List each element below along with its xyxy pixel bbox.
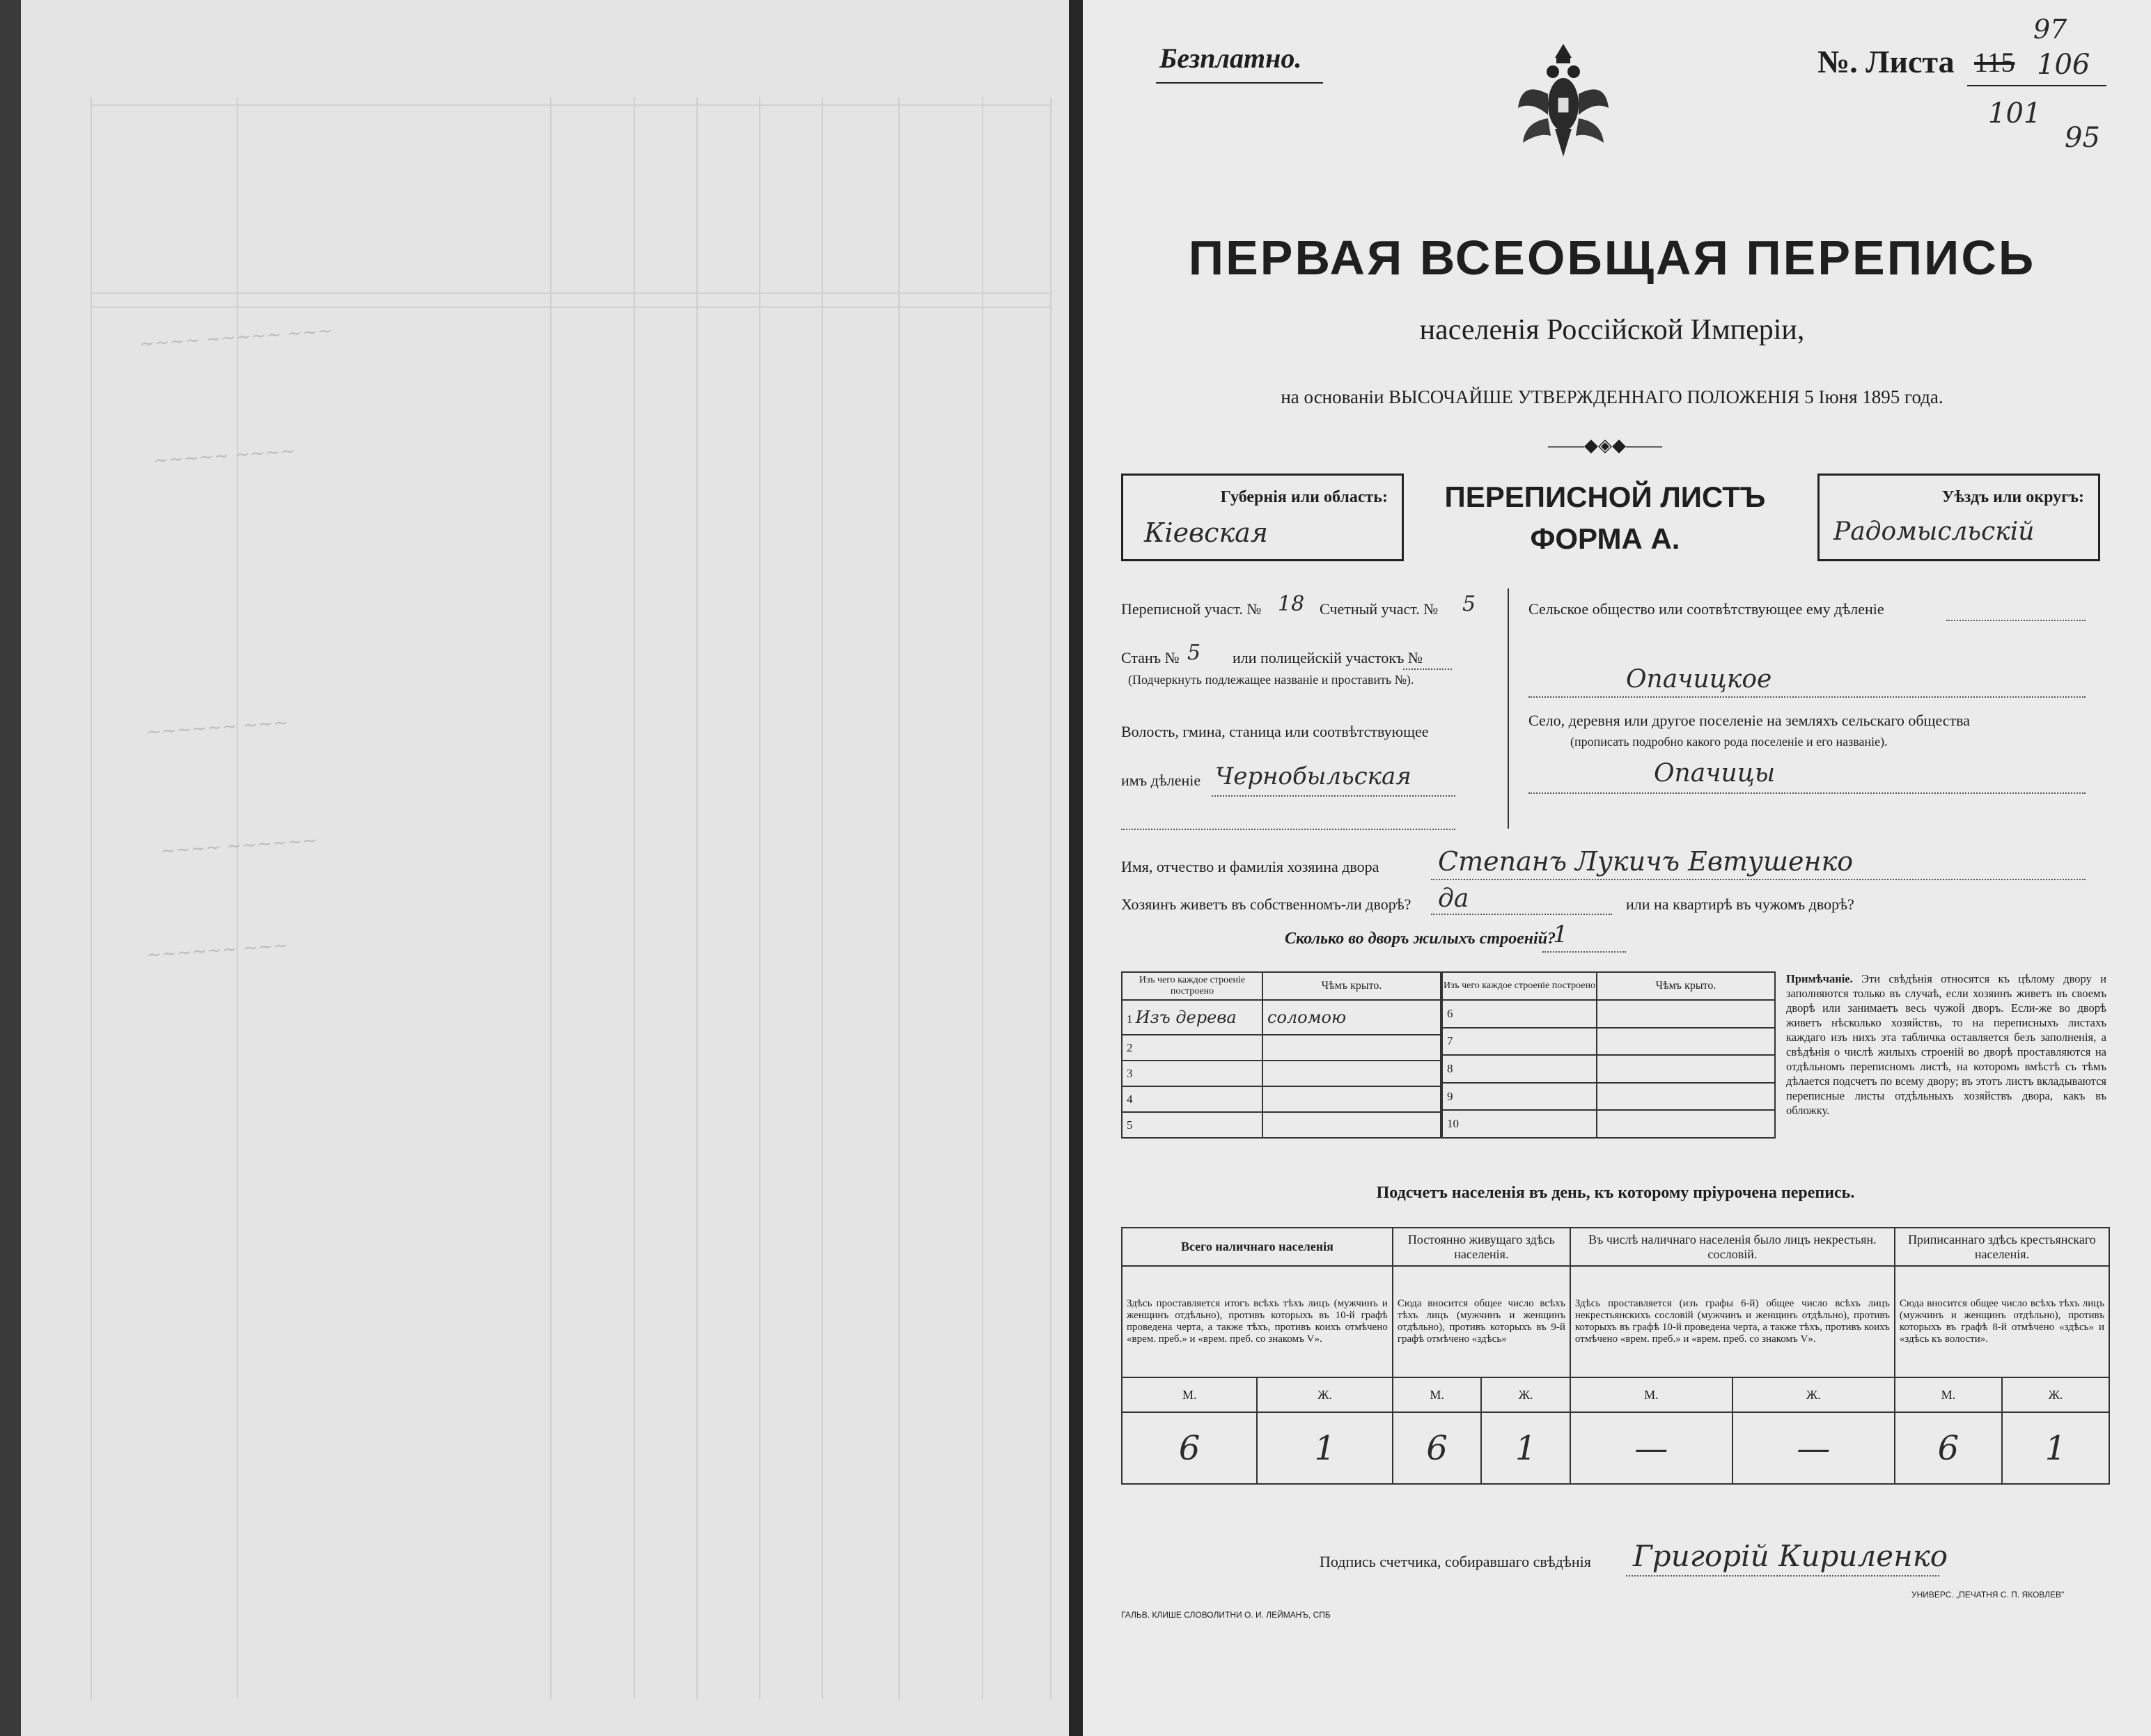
note-block [1786,971,2106,1118]
census-area-label: Переписной участ. № [1121,600,1262,618]
row-number: 1 [1127,1012,1133,1026]
police-label: или полицейскій участокъ № [1233,649,1423,666]
volost-value: Чернобыльская [1215,763,1411,790]
stan-value: 5 [1187,641,1201,665]
row-number: 4 [1122,1086,1262,1112]
row-number: 8 [1442,1055,1597,1083]
form-name: ПЕРЕПИСНОЙ ЛИСТЪ [1444,480,1766,513]
footer-imprint-left: ГАЛЬВ. КЛИШЕ СЛОВОЛИТНИ О. И. ЛЕЙМАНЪ, СПБ [1121,1610,1331,1620]
grid-line [91,104,1051,106]
grid-line [550,97,552,1699]
sheet-number-underline [1967,85,2106,86]
row-number: 10 [1442,1110,1597,1138]
grid-line [982,97,983,1699]
village-value-line [1528,792,2086,794]
table-row [1442,1110,1775,1138]
bleed-through-text: ~~~~ ~~~~~ ~~~ [139,320,334,355]
grid-line [696,97,698,1699]
female-count: — [1732,1412,1895,1484]
volost-label-2: имъ дѣленіе [1121,772,1201,789]
stan-label: Станъ № [1121,649,1180,666]
sheet-number-alt: 97 [2033,14,2067,45]
note-title: Примѣчаніе. [1786,972,1853,985]
row-number: 2 [1122,1035,1262,1061]
count-col-head: Постоянно живущаго здѣсь населенія. [1393,1228,1570,1266]
count-area-label: Счетный участ. № [1320,600,1439,618]
society-label: Сельское общество или соотвѣтствующее ему дѣленіе [1528,600,1884,618]
village-label: Село, деревня или другое поселеніе на земляхъ сельскаго общества [1528,712,1971,729]
roof-value [1262,1035,1441,1061]
buildings-label: Сколько во дворъ жилыхъ строеній? [1285,930,1556,948]
table-row [1442,1083,1775,1111]
signature-label: Подпись счетчика, собиравшаго свѣдѣнія [1320,1553,1591,1570]
population-count-table [1121,1227,2110,1485]
buildings-table-right [1441,971,1776,1139]
ornament-divider: ——◆◈◆—— [1548,435,1662,455]
col-material-header: Изъ чего каждое строеніе построено [1122,972,1262,1000]
society-value-line [1528,696,2086,698]
count-col-desc: Сюда вносится общее число всѣхъ тѣхъ лицъ (мужчинъ и женщинъ отдѣльно), противъ которыхъ въ 9-й графѣ отмѣчено «здѣсь» [1393,1266,1570,1377]
signature-value: Григорій Кириленко [1633,1539,1948,1573]
uezd-box [1817,474,2100,561]
material-value: Изъ дерева [1135,1008,1237,1028]
table-row [1122,1035,1441,1061]
grid-line [1050,97,1051,1699]
bleed-through-text: ~~~~~ ~~~~ [152,440,297,472]
buildings-table-left [1121,971,1441,1139]
table-row [1122,1000,1441,1035]
roof-value: соломою [1262,1000,1441,1035]
census-subtitle: населенія Россійской Имперіи, [1419,314,1805,346]
male-label: М. [1122,1377,1257,1412]
bleed-through-text: ~~~~~~ ~~~ [146,935,290,967]
grid-line [822,97,823,1699]
sheet-number-label: №. Листа [1817,44,1955,79]
female-label: Ж. [2002,1377,2109,1412]
owner-label: Имя, отчество и фамилія хозяина двора [1121,858,1379,875]
book-spine [1069,0,1083,1736]
form-letter: ФОРМА А. [1530,522,1680,555]
female-count: 1 [1481,1412,1570,1484]
left-page [21,0,1069,1736]
owner-value-line [1431,879,2086,880]
sheet-number-alt: 95 [2065,122,2100,154]
female-label: Ж. [1732,1377,1895,1412]
uezd-value: Радомысльскій [1833,517,2035,546]
roof-value [1262,1061,1441,1086]
buildings-value: 1 [1553,921,1568,948]
row-number: 7 [1442,1028,1597,1056]
row-number: 5 [1122,1112,1262,1138]
footer-imprint-right: УНИВЕРС. „ПЕЧАТНЯ С. П. ЯКОВЛЕВ" [1911,1590,2065,1600]
male-count: — [1570,1412,1732,1484]
sheet-number-value: 106 [2037,49,2090,81]
grid-line [91,97,92,1699]
male-label: М. [1393,1377,1482,1412]
grid-line [634,97,635,1699]
count-title: Подсчетъ населенія въ день, къ которому пріурочена перепись. [1376,1184,1855,1202]
table-row [1442,1000,1775,1028]
buildings-line [1542,951,1626,953]
col-material-header: Изъ чего каждое строеніе построено [1442,972,1597,1000]
police-value-line [1403,668,1452,670]
bleed-through-text: ~~~~ ~~~~~~ [159,830,318,862]
gubernia-label: Губернія или область: [1220,488,1388,506]
roof-value [1262,1112,1441,1138]
own-yard-value: да [1438,884,1469,913]
grid-line [91,292,1051,294]
roof-value [1262,1086,1441,1112]
male-count: 6 [1895,1412,2002,1484]
gubernia-value: Кіевская [1144,517,1268,548]
sheet-number-alt: 101 [1988,97,2042,130]
male-label: М. [1895,1377,2002,1412]
grid-line [91,306,1051,308]
census-title: ПЕРВАЯ ВСЕОБЩАЯ ПЕРЕПИСЬ [1188,230,2036,285]
society-line [1946,620,2086,621]
uezd-label: Уѣздъ или округъ: [1941,488,2084,506]
count-col-desc: Здѣсь проставляется итогъ всѣхъ тѣхъ лицъ (мужчинъ и женщинъ отдѣльно), противъ которыхъ въ 10-й графѣ проведена черта, а также тѣхъ, противъ коихъ отмѣчено «врем. преб.» и «врем. преб. со знакомъ V». [1122,1266,1393,1377]
census-basis: на основаніи ВЫСОЧАЙШЕ УТВЕРЖДЕННАГО ПОЛОЖЕНІЯ 5 Іюня 1895 года. [1281,386,1943,407]
table-row [1122,1112,1441,1138]
grid-line [759,97,760,1699]
volost-value-line [1212,795,1455,797]
table-row [1442,1028,1775,1056]
count-col-head: Всего наличнаго населенія [1122,1228,1393,1266]
village-value: Опачицы [1654,759,1776,788]
row-number: 6 [1442,1000,1597,1028]
own-yard-label: Хозяинъ живетъ въ собственномъ-ли дворѣ? [1121,896,1411,913]
field-divider [1508,588,1509,829]
col-roof-header: Чѣмъ крыто. [1262,972,1441,1000]
free-label: Безплатно. [1159,42,1302,74]
col-roof-header: Чѣмъ крыто. [1597,972,1775,1000]
female-count: 1 [1257,1412,1392,1484]
row-number: 9 [1442,1083,1597,1111]
count-area-value: 5 [1462,592,1476,616]
note-text: Эти свѣдѣнія относятся къ цѣлому двору и заполняются только въ случаѣ, если хозяинъ живетъ въ своемъ дворѣ или занимаетъ весь чужой дворъ. Если-же во дворѣ живетъ нѣсколько хозяйствъ, то на переписныхъ листахъ каждаго изъ нихъ эта табличка оставляется безъ заполненія, а свѣдѣнія о числѣ жилыхъ строеній во дворѣ проставляются на отдѣльномъ переписномъ листѣ, на которомъ вмѣстѣ съ тѣмъ дѣлается подсчетъ по всему двору; въ этотъ листъ вкладываются переписные листы отдѣльныхъ хозяйствъ двора, какъ въ обложку. [1786,972,2106,1117]
male-count: 6 [1122,1412,1257,1484]
owner-value: Степанъ Лукичъ Евтушенко [1438,846,1854,877]
count-col-head: Въ числѣ наличнаго населенія было лицъ некрестьян. сословій. [1570,1228,1895,1266]
table-row [1122,1061,1441,1086]
volost-label: Волость, гмина, станица или соотвѣтствующее [1121,723,1429,740]
male-count: 6 [1393,1412,1482,1484]
female-label: Ж. [1481,1377,1570,1412]
female-count: 1 [2002,1412,2109,1484]
census-sheet [1083,0,2151,1736]
table-row [1122,1086,1441,1112]
sheet-number-crossed: 115 [1974,47,2015,78]
row-number: 3 [1122,1061,1262,1086]
count-col-desc: Здѣсь проставляется (изъ графы 6-й) общее число всѣхъ лицъ некрестьянскихъ сословій (мужчинъ и женщинъ отдѣльно), противъ которыхъ въ графѣ 10-й проведена черта, а также тѣхъ, противъ коихъ отмѣчено «врем. преб.» и «врем. преб. со знакомъ V». [1570,1266,1895,1377]
gubernia-box [1121,474,1404,561]
signature-line [1626,1575,1939,1577]
count-col-desc: Сюда вносится общее число всѣхъ тѣхъ лицъ (мужчинъ и женщинъ отдѣльно), противъ которыхъ въ графѣ 8-й отмѣчено «здѣсь» и «здѣсь къ волости». [1895,1266,2109,1377]
bleed-through-text: ~~~~~~ ~~~ [146,712,290,744]
underline-note: (Подчеркнуть подлежащее названіе и проставить №). [1128,673,1414,687]
male-label: М. [1570,1377,1732,1412]
table-row [1442,1055,1775,1083]
society-value: Опачицкое [1626,665,1772,694]
census-area-value: 18 [1278,592,1305,616]
free-underline [1156,82,1323,84]
grid-line [898,97,900,1699]
rent-label: или на квартирѣ въ чужомъ дворѣ? [1626,896,1854,913]
count-col-head: Приписаннаго здѣсь крестьянскаго населенія. [1895,1228,2109,1266]
own-yard-line [1431,914,1612,915]
village-note: (прописать подробно какого рода поселеніе и его названіе). [1570,735,1888,749]
female-label: Ж. [1257,1377,1392,1412]
volost-extra-line [1121,829,1455,830]
imperial-eagle-icon [1515,38,1612,164]
